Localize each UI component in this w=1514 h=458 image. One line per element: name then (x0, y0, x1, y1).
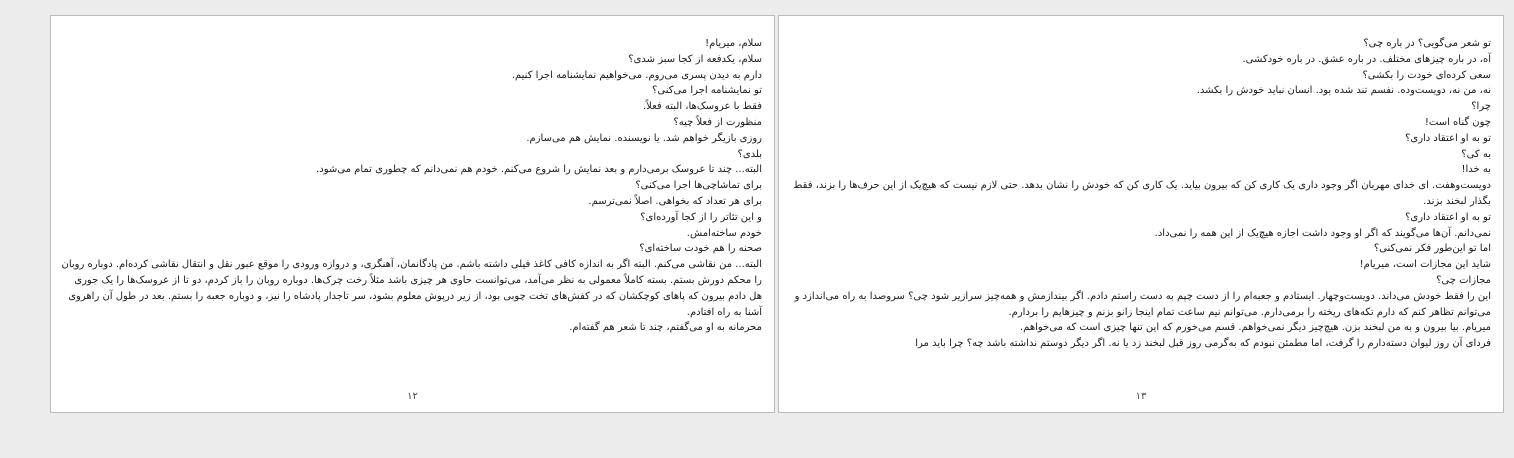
text-line: تو نمایشنامه اجرا می‌کنی؟ (652, 85, 762, 97)
text-line: فردای آن روز لیوان دسته‌دارم را گرفت، اما مطمئن نبودم که به‌گرمی روز قبل لبخند زد یا نه. اگر دیگر دوستم نداشته باشد چه؟ چرا باید مرا (915, 338, 1491, 350)
text-line: برای هر تعداد که بخواهی. اصلاً نمی‌ترسم. (588, 195, 762, 207)
text-line: اما تو این‌طور فکر نمی‌کنی؟ (1373, 243, 1491, 255)
text-line: این را فقط خودش می‌داند. دویست‌وچهار. ایستادم و جعبه‌ام را از دست چپم به دست راستم دادم. اگر بیندازمش و همه‌چیز سرازیر شود چی؟ سروصدا به راه می‌اندازد و می‌توانم تظاهر کنم که دارم تکه‌های ریخته را برمی‌دارم. می‌توانم نیم ساعت تمام اینجا زانو بزنم و چیزهایم را بردارم. (794, 290, 1491, 318)
text-line: نمی‌دانم. آن‌ها می‌گویند که اگر او وجود داشت اجازه هیچ‌یک از این همه را نمی‌داد. (1154, 227, 1491, 239)
text-line: صحنه را هم خودت ساخته‌ای؟ (639, 243, 762, 255)
text-line: سعی کرده‌ای خودت را بکشی؟ (1362, 69, 1491, 81)
text-line: دویست‌وهفت. ای خدای مهربان اگر وجود داری یک کاری کن که بیرون بیاید. یک کاری کن که خودش را نشان بدهد. حتی لازم نیست که هیچ‌یک از این حرف‌ها را بزند، فقط بگذار لبخند بزند. (793, 180, 1491, 207)
text-line: نه، من نه، دویست‌وده. نفسم تند شده بود. انسان نباید خودش را بکشد. (1196, 85, 1491, 97)
text-line: فقط با عروسک‌ها، البته فعلاً. (642, 101, 762, 113)
text-line: منظورت از فعلاً چیه؟ (673, 116, 762, 128)
text-line: دارم به دیدن پسری می‌روم. می‌خواهیم نمایشنامه اجرا کنیم. (511, 69, 762, 81)
text-line: آه، در باره چیزهای مختلف. در باره عشق. در باره خودکشی. (1242, 53, 1491, 65)
text-line: تو شعر می‌گویی؟ در باره چی؟ (1363, 38, 1491, 49)
page-text (789, 36, 1491, 352)
text-line: چون گناه است! (1424, 116, 1491, 128)
page-13 (778, 15, 1504, 413)
text-line: مجازات چی؟ (1436, 274, 1491, 286)
page-number: ۱۲ (407, 391, 418, 402)
text-line: به خدا! (1461, 164, 1491, 176)
text-line: و این تئاتر را از کجا آورده‌ای؟ (640, 211, 762, 223)
text-line: تو به او اعتقاد داری؟ (1405, 132, 1491, 144)
text-line: شاید این مجازات است، میریام! (1359, 259, 1491, 271)
text-line: سلام، یکدفعه از کجا سبز شدی؟ (628, 53, 762, 65)
page-text (61, 36, 762, 336)
page-12 (50, 15, 775, 413)
text-line: به کی؟ (1461, 148, 1491, 160)
text-line: محرمانه به او می‌گفتم، چند تا شعر هم گفته‌ام. (569, 322, 762, 334)
text-line: سلام، میریام! (705, 38, 762, 49)
text-line: بلدی؟ (737, 148, 762, 160)
text-line: میریام. بیا بیرون و به من لبخند بزن. هیچ‌چیز دیگر نمی‌خواهم. قسم می‌خورم که این تنها چیزی است که می‌خواهم. (1020, 322, 1491, 334)
text-line: خودم ساخته‌امش. (686, 227, 762, 239)
text-line: البته... چند تا عروسک برمی‌دارم و بعد نمایش را شروع می‌کنم. خودم هم نمی‌دانم که چطوری تمام می‌شود. (316, 164, 762, 176)
text-line: برای تماشاچی‌ها اجرا می‌کنی؟ (635, 180, 762, 192)
text-line: روزی بازیگر خواهم شد. یا نویسنده. نمایش هم می‌سازم. (526, 132, 762, 144)
text-line: البته... من نقاشی می‌کنم. البته اگر به اندازه کافی کاغذ فیلی داشته باشم. من پادگانمان، آهنگری، و دروازه ورودی را موقع عبور نقل و انتقال نقاشی کرده‌ام. دوباره روبان را محکم دورش بستم. بسته کاملاً معمولی به نظر می‌آمد، می‌توانست حاوی هر چیزی باشد مثلاً رخت چرک‌ها. دوباره روبان را باز کردم، دو تا از عروسک‌ها را یک جوری هل دادم بیرون که پاهای کوچکشان که در کفش‌های تخت چوبی بود، از زیر درپوش معلوم بشود، سر تاجدار پادشاه را نیز، و دوباره جعبه را بستم. بعد در طول آن راهروی آشنا به راه افتادم. (61, 259, 762, 318)
page-number: ۱۳ (1135, 391, 1147, 402)
text-line: تو به او اعتقاد داری؟ (1405, 211, 1491, 223)
text-line: چرا؟ (1471, 101, 1491, 113)
